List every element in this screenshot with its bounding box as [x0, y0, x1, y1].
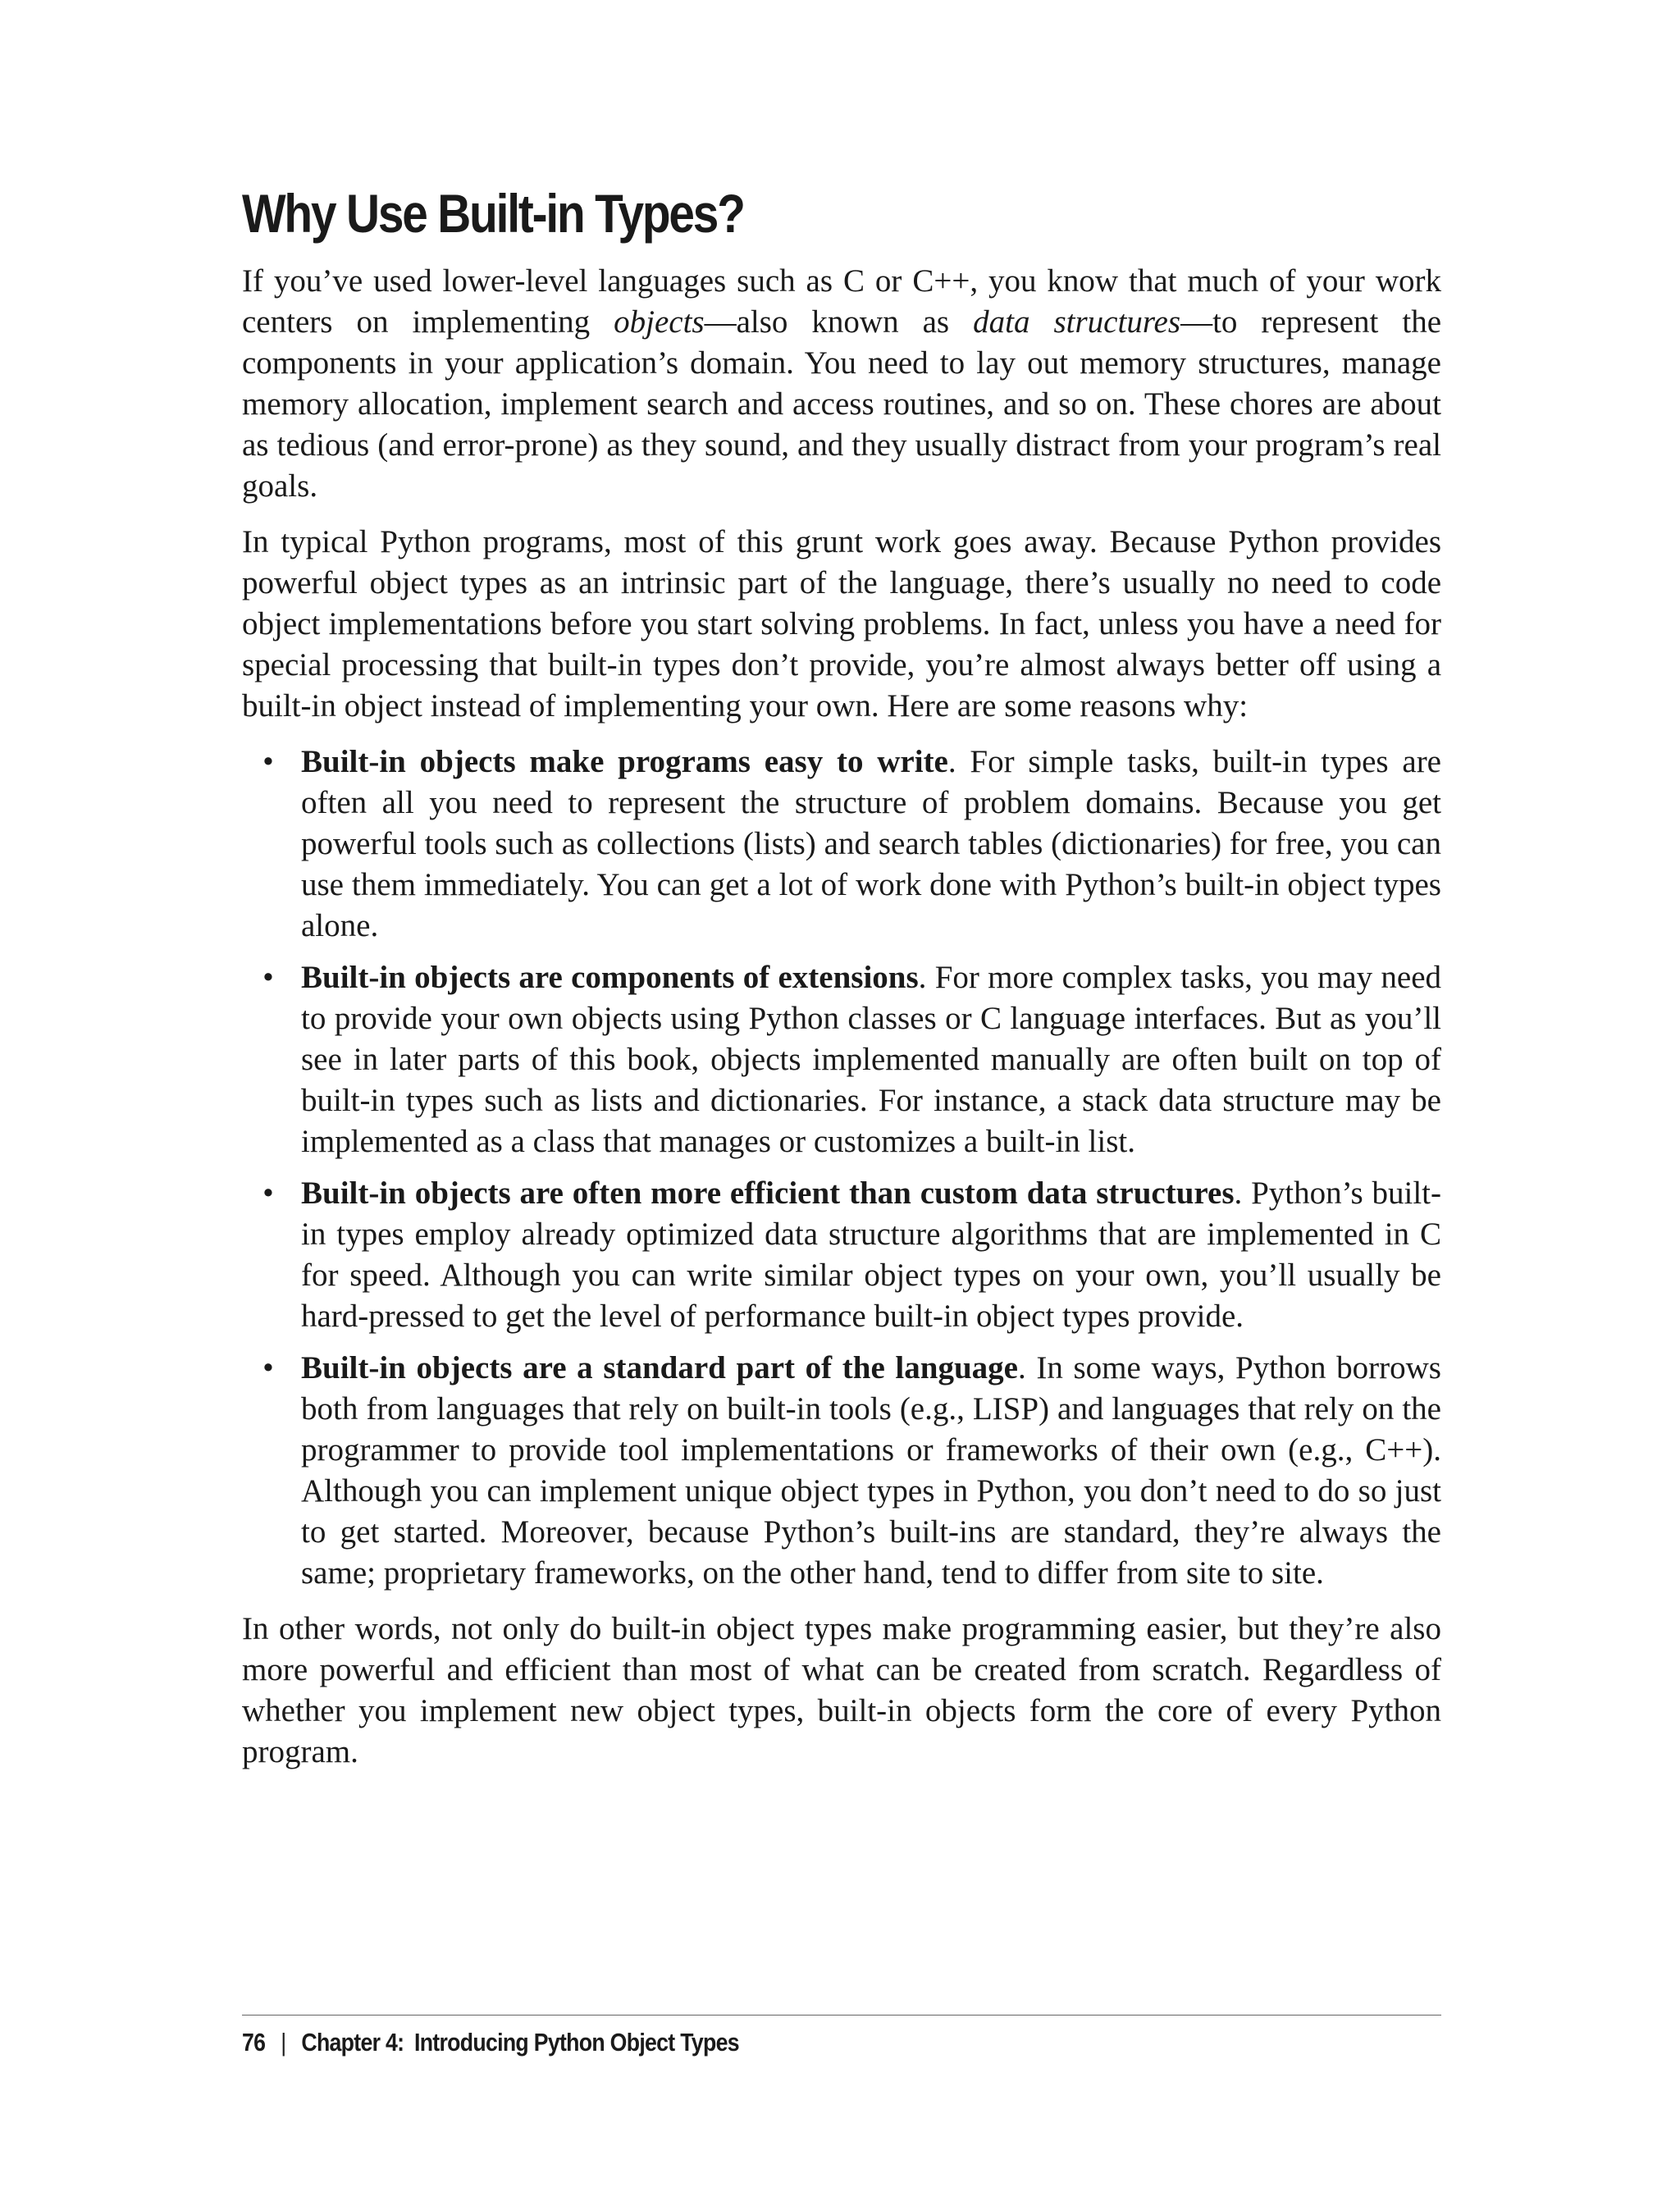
intro-text: —also known as [704, 304, 974, 340]
list-item [242, 1173, 1441, 1337]
bullet-lead: Built-in objects are a standard part of the language [301, 1350, 1018, 1386]
emphasis-objects: objects [614, 304, 705, 340]
bullet-text: . For more complex tasks, you may need to provide your own objects using Python classes or C language interfaces. But as you’ll see in later parts of this book, objects implemented manually are often built on top of built-in types such as lists and dictionaries. For instance, a stack data structure may be implemented as a class that manages or customizes a built-in list. [301, 960, 1441, 1159]
section-heading: Why Use Built-in Types? [242, 183, 744, 244]
list-item [242, 742, 1441, 947]
list-item [242, 957, 1441, 1162]
page-footer [242, 2025, 739, 2061]
conclusion-paragraph: In other words, not only do built-in object types make programming easier, but they’re also more powerful and efficient than most of what can be created from scratch. Regardless of whether you implement new object types, built-in objects form the core of every Python program. [242, 1611, 1441, 1769]
footer-divider [242, 2015, 1441, 2016]
bullet-icon: • [262, 1350, 274, 1386]
intro-text: If you’ve used lower-level languages such as C or C++, you know that much of your work centers on implementing [242, 263, 1441, 340]
list-item [242, 1348, 1441, 1594]
bullet-icon: • [262, 1176, 274, 1211]
footer-separator: | [281, 2028, 286, 2057]
intro-paragraph-2: In typical Python programs, most of this grunt work goes away. Because Python provides powerful object types as an intrinsic part of the language, there’s usually no need to code object implementations before you start solving problems. In fact, unless you have a need for special processing that built-in types don’t provide, you’re almost always better off using a built-in object instead of implementing your own. Here are some reasons why: [242, 524, 1441, 724]
page-number: 76 [242, 2028, 266, 2057]
bullet-lead: Built-in objects are often more efficient than custom data structures [301, 1176, 1235, 1211]
chapter-title: Chapter 4: Introducing Python Object Types [301, 2028, 739, 2057]
reasons-list [242, 742, 1441, 1594]
bullet-lead: Built-in objects are components of extensions [301, 960, 919, 995]
intro-text: —to represent the components in your application’s domain. You need to lay out memory structures, manage memory allocation, implement search and access routines, and so on. These chores are about as tedious (and error-prone) as they sound, and they usually distract from your program’s real goals. [242, 304, 1441, 504]
emphasis-data-structures: data structures [973, 304, 1181, 340]
bullet-text: . Python’s built-in types employ already optimized data structure algorithms that are implemented in C for speed. Although you can write similar object types on your own, you’ll usually be hard-pressed to get the level of performance built-in object types provide. [301, 1176, 1441, 1334]
intro-paragraph-1 [242, 261, 1441, 507]
bullet-icon: • [262, 744, 274, 779]
bullet-text: . For simple tasks, built-in types are often all you need to represent the structure of problem domains. Because you get powerful tools such as collections (lists) and search tables (dictionaries) for free, you can use them immediately. You can get a lot of work done with Python’s built-in object types alone. [301, 744, 1441, 943]
bullet-text: . In some ways, Python borrows both from languages that rely on built-in tools (e.g., LISP) and languages that rely on the programmer to provide tool implementations or frameworks of their own (e.g., C++). Although you can implement unique object types in Python, you don’t need to do so just to get started. Moreover, because Python’s built-ins are standard, they’re always the same; proprietary frameworks, on the other hand, tend to differ from site to site. [301, 1350, 1441, 1591]
page-body [242, 179, 1441, 1787]
bullet-lead: Built-in objects make programs easy to write [301, 744, 948, 779]
bullet-icon: • [262, 960, 274, 995]
